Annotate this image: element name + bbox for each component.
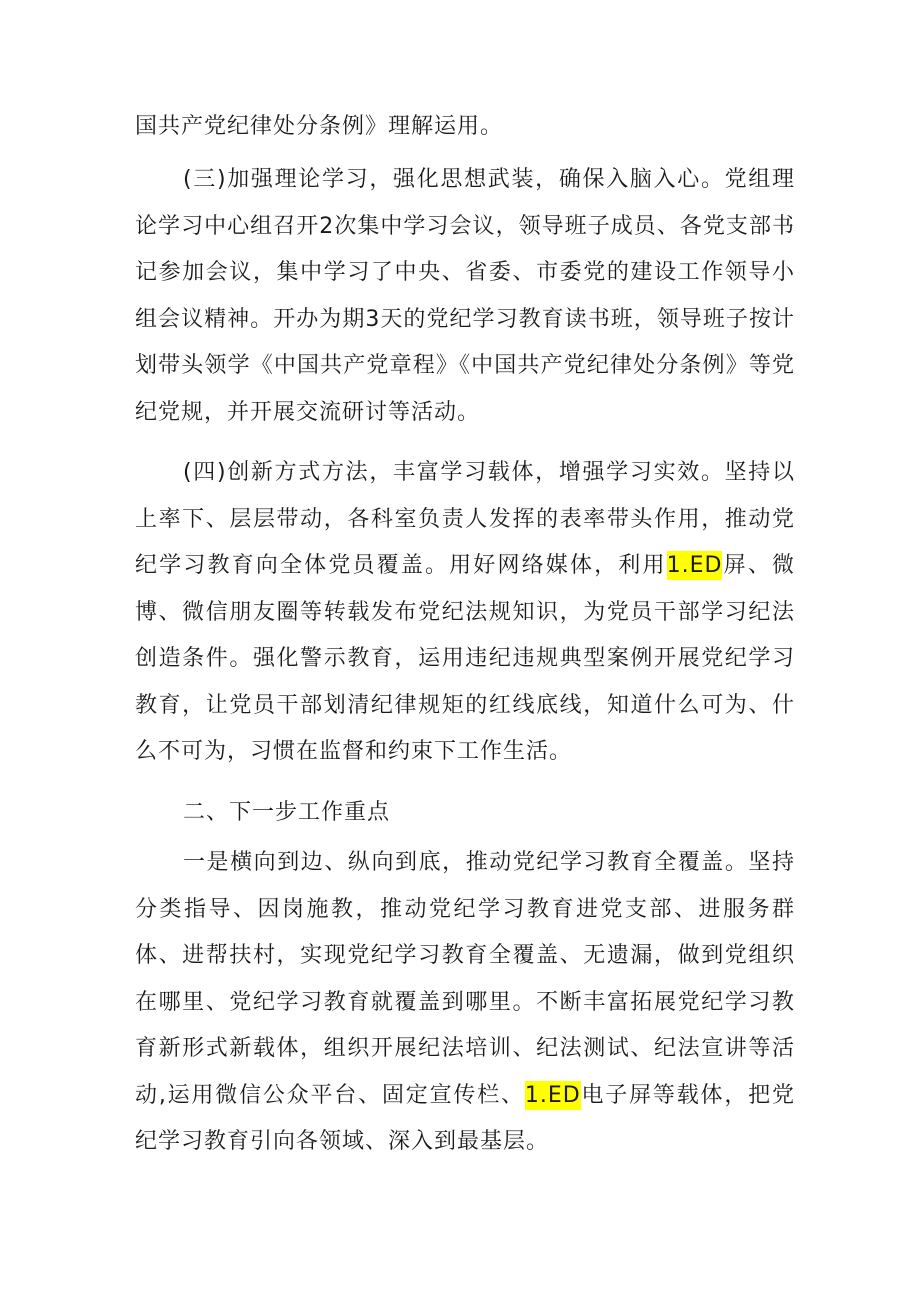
heading-text: 二、下一步工作重点: [183, 800, 391, 825]
paragraph-text: (三)加强理论学习，强化思想武装，确保入脑入心。党组理论学习中心组召开2次集中学习会议，领导班子成员、各党支部书记参加会议，集中学习了中央、省委、市委党的建设工作领导小组会议精神。开办为期3天的党纪学习教育读书班，领导班子按计划带头领学《中国共产党章程》《中国共产党纪律处分条例》等党纪党规，并开展交流研讨等活动。: [135, 167, 795, 425]
paragraph-continuation: [135, 104, 795, 151]
paragraph-text: 屏、微博、微信朋友圈等转载发布党纪法规知识，为党员干部学习纪法创造条件。强化警示教育，运用违纪违规典型案例开展党纪学习教育，让党员干部划清纪律规矩的红线底线，知道什么可为、什么不可为，习惯在监督和约束下工作生活。: [135, 553, 795, 764]
paragraph-next-steps: [135, 840, 795, 1166]
paragraph-text: 电子屏等载体，把党纪学习教育引向各领域、深入到最基层。: [135, 1082, 795, 1154]
paragraph-text: 国共产党纪律处分条例》理解运用。: [135, 114, 504, 139]
paragraph-text: (四)创新方式方法，丰富学习载体，增强学习实效。坚持以上率下、层层带动，各科室负责人发挥的表率带头作用，推动党纪学习教育向全体党员覆盖。用好网络媒体，利用: [135, 460, 795, 578]
highlighted-text: 1.ED: [524, 1082, 581, 1108]
paragraph-section-3: [135, 157, 795, 436]
section-heading: [135, 790, 795, 837]
paragraph-text: 一是横向到边、纵向到底，推动党纪学习教育全覆盖。坚持分类指导、因岗施教，推动党纪学习教育进党支部、进服务群体、进帮扶村，实现党纪学习教育全覆盖、无遗漏，做到党组织在哪里、党纪学习教育就覆盖到哪里。不断丰富拓展党纪学习教育新形式新载体，组织开展纪法培训、纪法测试、纪法宣讲等活动,运用微信公众平台、固定宣传栏、: [135, 850, 795, 1108]
paragraph-section-4: [135, 450, 795, 776]
highlighted-text: 1.ED: [666, 553, 723, 578]
